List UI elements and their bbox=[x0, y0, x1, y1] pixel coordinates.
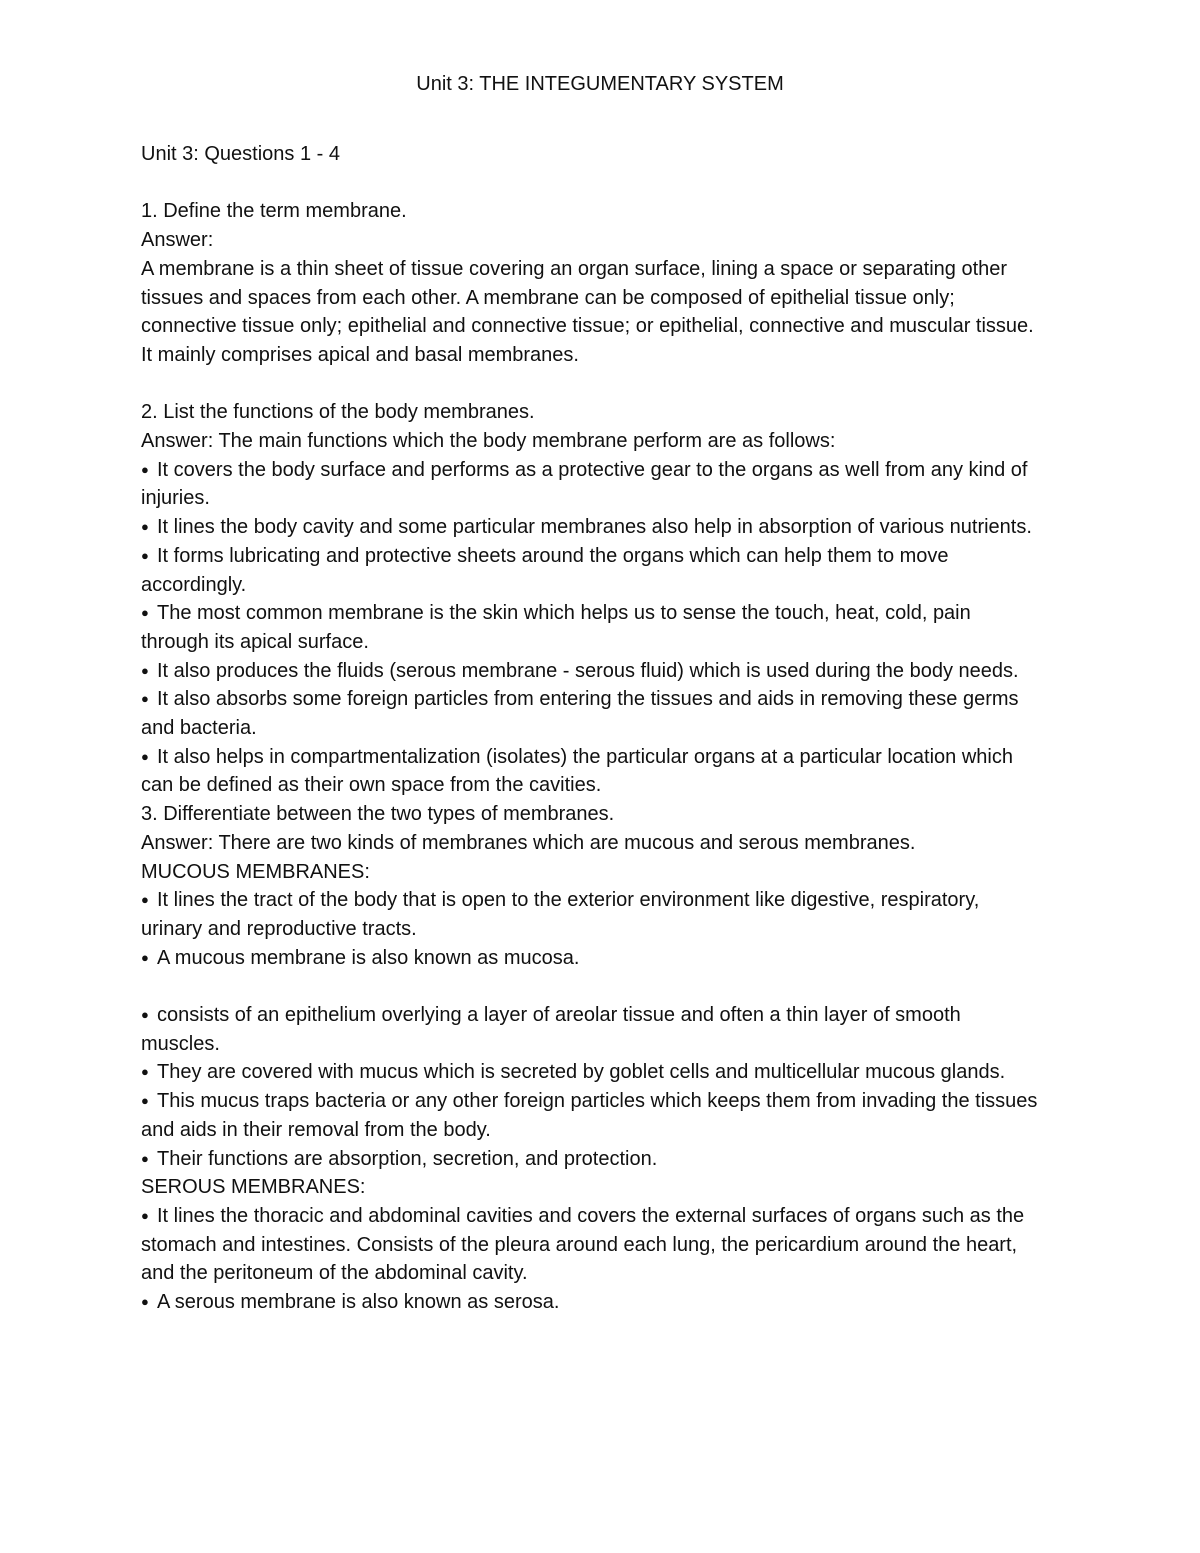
answer-1-text: A membrane is a thin sheet of tissue covering an organ surface, lining a space or separating other tissues and spaces from each other. A membrane can be composed of epithelial tissue only; connective tissue only; epithelial and connective tissue; or epithelial, connective and muscular tissue. It mainly comprises apical and basal membranes. bbox=[141, 257, 1034, 366]
answer-3-intro: Answer: There are two kinds of membranes which are mucous and serous membranes. bbox=[141, 831, 916, 854]
bullet-icon: ● bbox=[141, 1150, 149, 1166]
document-body bbox=[141, 140, 1041, 1317]
bullet-icon: ● bbox=[141, 1064, 149, 1080]
list-item: ● The most common membrane is the skin which helps us to sense the touch, heat, cold, pain through its apical surface. bbox=[141, 599, 1041, 656]
bullet-icon: ● bbox=[141, 547, 149, 563]
list-item: ● A mucous membrane is also known as mucosa. bbox=[141, 944, 1041, 973]
list-item: ● consists of an epithelium overlying a layer of areolar tissue and often a thin layer of smooth muscles. bbox=[141, 1001, 1041, 1058]
bullet-icon: ● bbox=[141, 662, 149, 678]
list-item: ● It forms lubricating and protective sheets around the organs which can help them to move accordingly. bbox=[141, 542, 1041, 599]
bullet-icon: ● bbox=[141, 519, 149, 535]
list-item: ● It also absorbs some foreign particles from entering the tissues and aids in removing these germs and bacteria. bbox=[141, 685, 1041, 742]
bullet-icon: ● bbox=[141, 461, 149, 477]
bullet-icon: ● bbox=[141, 691, 149, 707]
list-item: ● It lines the body cavity and some particular membranes also help in absorption of various nutrients. bbox=[141, 513, 1041, 542]
mucous-bullet-list bbox=[141, 886, 1041, 972]
spacer bbox=[141, 370, 1041, 399]
answer-1-label: Answer: bbox=[141, 229, 214, 252]
answer-2-intro: Answer: The main functions which the body membrane perform are as follows: bbox=[141, 430, 836, 452]
document-title: Unit 3: THE INTEGUMENTARY SYSTEM bbox=[416, 73, 784, 95]
list-item: ● It covers the body surface and performs as a protective gear to the organs as well from any kind of injuries. bbox=[141, 456, 1041, 513]
list-item: ● Their functions are absorption, secretion, and protection. bbox=[141, 1145, 1041, 1174]
list-item: ● It also produces the fluids (serous membrane - serous fluid) which is used during the body needs. bbox=[141, 657, 1041, 686]
mucous-bullet-list-continued bbox=[141, 1001, 1041, 1173]
bullet-icon: ● bbox=[141, 1207, 149, 1223]
list-item: ● It also helps in compartmentalization (isolates) the particular organs at a particular location which can be defined as their own space from the cavities. bbox=[141, 743, 1041, 800]
serous-bullet-list bbox=[141, 1202, 1041, 1317]
question-2: 2. List the functions of the body membranes. bbox=[141, 401, 535, 424]
list-item: ● This mucus traps bacteria or any other foreign particles which keeps them from invading the tissues and aids in their removal from the body. bbox=[141, 1087, 1041, 1144]
bullet-icon: ● bbox=[141, 1093, 149, 1109]
serous-heading: SEROUS MEMBRANES: bbox=[141, 1176, 366, 1199]
list-item: ● They are covered with mucus which is secreted by goblet cells and multicellular mucous glands. bbox=[141, 1058, 1041, 1087]
question-1: 1. Define the term membrane. bbox=[141, 200, 407, 223]
spacer bbox=[141, 972, 1041, 1001]
bullet-icon: ● bbox=[141, 892, 149, 908]
list-item: ● A serous membrane is also known as serosa. bbox=[141, 1288, 1041, 1317]
bullet-icon: ● bbox=[141, 1294, 149, 1310]
questions-subtitle: Unit 3: Questions 1 - 4 bbox=[141, 143, 340, 165]
answer-2-bullet-list bbox=[141, 456, 1041, 800]
question-3: 3. Differentiate between the two types of membranes. bbox=[141, 803, 615, 826]
mucous-heading: MUCOUS MEMBRANES: bbox=[141, 860, 370, 883]
bullet-icon: ● bbox=[141, 748, 149, 764]
bullet-icon: ● bbox=[141, 949, 149, 965]
bullet-icon: ● bbox=[141, 1007, 149, 1023]
bullet-icon: ● bbox=[141, 605, 149, 621]
list-item: ● It lines the tract of the body that is open to the exterior environment like digestive, respiratory, urinary and reproductive tracts. bbox=[141, 886, 1041, 943]
list-item: ● It lines the thoracic and abdominal cavities and covers the external surfaces of organs such as the stomach and intestines. Consists of the pleura around each lung, the pericardium around the heart, and the peritoneum of the abdominal cavity. bbox=[141, 1202, 1041, 1288]
spacer bbox=[141, 169, 1041, 198]
